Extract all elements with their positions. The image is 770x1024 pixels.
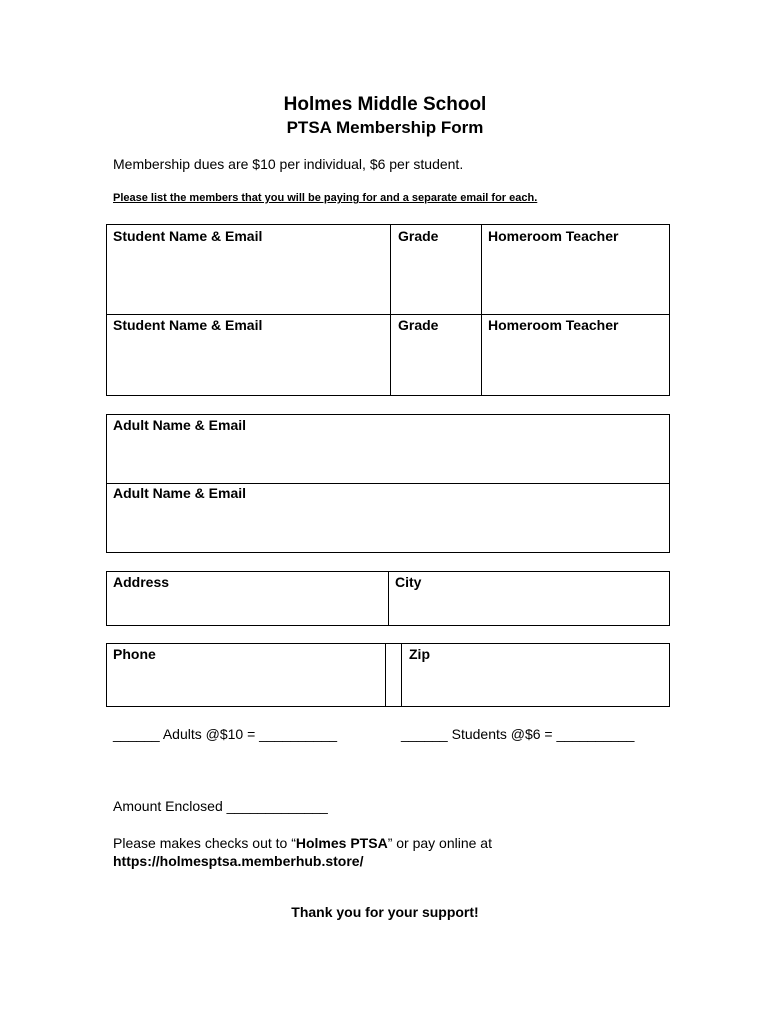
adult-name-email-field[interactable]: Adult Name & Email bbox=[113, 417, 247, 433]
zip-field[interactable]: Zip bbox=[409, 646, 430, 662]
payment-instructions bbox=[113, 834, 673, 870]
homeroom-teacher-field[interactable]: Homeroom Teacher bbox=[488, 228, 619, 244]
payment-prefix: Please makes checks out to “ bbox=[113, 835, 296, 851]
adults-table bbox=[106, 414, 670, 553]
grade-field[interactable]: Grade bbox=[398, 317, 439, 333]
amount-enclosed[interactable]: Amount Enclosed _____________ bbox=[113, 798, 328, 814]
instructions-text: Please list the members that you will be paying for and a separate email for each. bbox=[113, 192, 538, 204]
payment-suffix: ” or pay online at bbox=[387, 835, 492, 851]
adult-name-email-field[interactable]: Adult Name & Email bbox=[113, 485, 247, 501]
adults-tally[interactable]: ______ Adults @$10 = __________ bbox=[113, 726, 338, 742]
address-table bbox=[106, 571, 670, 626]
student-name-email-field[interactable]: Student Name & Email bbox=[113, 228, 263, 244]
thank-you-text: Thank you for your support! bbox=[291, 904, 479, 920]
phone-table bbox=[106, 643, 670, 707]
homeroom-teacher-field[interactable]: Homeroom Teacher bbox=[488, 317, 619, 333]
grade-field[interactable]: Grade bbox=[398, 228, 439, 244]
phone-field[interactable]: Phone bbox=[113, 646, 156, 662]
city-field[interactable]: City bbox=[395, 574, 422, 590]
school-name: Holmes Middle School bbox=[283, 94, 487, 115]
students-tally[interactable]: ______ Students @$6 = __________ bbox=[401, 726, 635, 742]
dues-text: Membership dues are $10 per individual, $6 per student. bbox=[113, 156, 464, 172]
student-name-email-field[interactable]: Student Name & Email bbox=[113, 317, 263, 333]
address-field[interactable]: Address bbox=[113, 574, 170, 590]
form-title: PTSA Membership Form bbox=[286, 118, 484, 137]
students-table bbox=[106, 224, 670, 396]
payee-name: Holmes PTSA bbox=[295, 835, 388, 851]
payment-url[interactable]: https://holmesptsa.memberhub.store/ bbox=[113, 853, 364, 869]
